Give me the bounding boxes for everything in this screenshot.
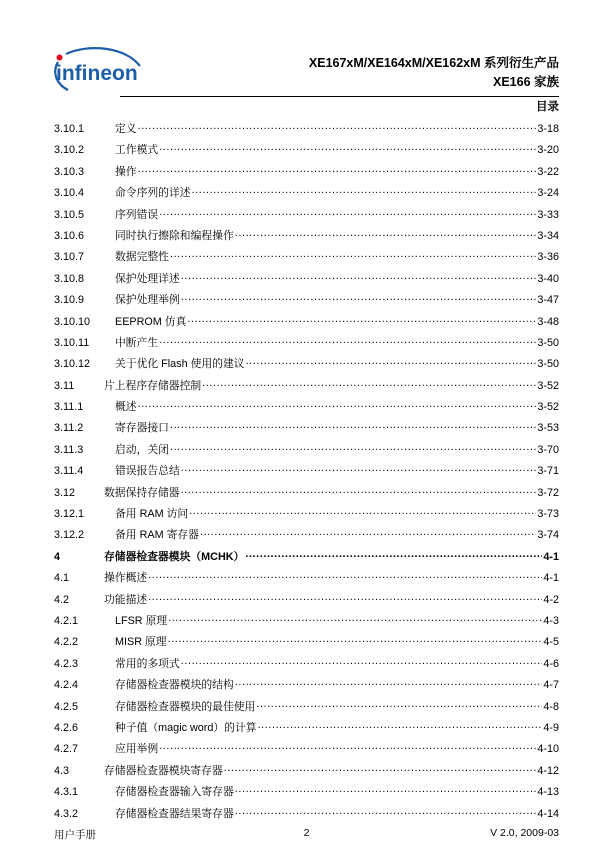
toc-entry[interactable] [54,355,559,376]
title-line-1: XE167xM/XE164xM/XE162xM 系列衍生产品 [308,56,559,70]
page-number: 2 [303,827,310,839]
toc-entry[interactable] [54,633,559,654]
toc-dot-leader [202,377,536,389]
toc-entry-number: 3.11 [54,379,75,392]
toc-entry-number: 3.12.1 [54,508,85,521]
toc-dot-leader [235,676,543,688]
toc-dot-leader [148,591,542,603]
toc-entry-page: 3-24 [537,187,559,200]
toc-dot-leader [159,740,536,752]
toc-entry-title: 功能描述 [104,593,148,606]
toc-entry-page: 4-14 [537,807,559,820]
toc-entry-number: 4.2.5 [54,700,79,713]
toc-entry-title: 存储器检查器模块的最佳使用 [115,700,256,713]
toc-entry-number: 4.3.1 [54,786,79,799]
toc-entry[interactable] [54,655,559,676]
toc-entry-page: 3-52 [537,379,559,392]
toc-entry-page: 4-9 [543,721,559,734]
toc-entry-page: 3-22 [537,165,559,178]
toc-entry[interactable] [54,184,559,205]
toc-entry-number: 4.2.6 [54,721,79,734]
table-of-contents [54,120,559,826]
toc-entry-title: 常用的多项式 [115,657,180,670]
toc-entry-title: 序列错误 [115,208,159,221]
toc-entry[interactable] [54,783,559,804]
toc-dot-leader [187,313,536,325]
toc-entry-page: 4-1 [543,572,559,585]
toc-dot-leader [148,569,542,581]
toc-entry-number: 3.10.7 [54,251,85,264]
toc-dot-leader [170,441,536,453]
toc-entry-number: 4.2.1 [54,614,79,627]
toc-entry-number: 3.10.11 [54,336,90,349]
toc-entry-page: 3-74 [537,529,559,542]
toc-entry-page: 4-13 [537,786,559,799]
toc-entry[interactable] [54,313,559,334]
toc-entry[interactable] [54,206,559,227]
toc-entry-number: 4 [54,550,61,563]
toc-entry-title: 关于优化 Flash 使用的建议 [115,358,245,371]
toc-entry-number: 3.11.1 [54,401,84,414]
toc-entry-title: 错误报告总结 [115,465,180,478]
toc-entry[interactable] [54,227,559,248]
footer-manual-label: 用户手册 [54,829,96,841]
toc-entry-number: 3.10.9 [54,294,85,307]
toc-entry[interactable] [54,377,559,398]
toc-entry-title: 启动，关闭 [115,443,169,456]
toc-entry-title: 操作概述 [104,572,148,585]
title-line-2: XE166 家族 [492,75,559,89]
toc-entry-number: 3.10.4 [54,187,85,200]
toc-entry-title: 存储器检查器输入寄存器 [115,786,234,799]
toc-dot-leader [235,227,537,239]
toc-dot-leader [181,655,543,667]
toc-entry[interactable] [54,805,559,826]
toc-entry-page: 3-71 [537,465,559,478]
toc-entry-title: 存储器检查器模块（MCHK） [104,550,245,563]
toc-entry-page: 4-1 [543,550,559,563]
toc-entry-number: 3.10.6 [54,229,85,242]
toc-entry-title: 存储器检查器结果寄存器 [115,807,234,820]
toc-entry-page: 3-72 [537,486,559,499]
toc-dot-leader [138,398,537,410]
toc-entry[interactable] [54,270,559,291]
toc-entry-title: MISR 原理 [115,636,167,649]
toc-entry-page: 3-53 [537,422,559,435]
toc-entry-number: 4.3 [54,764,70,777]
toc-entry-page: 3-52 [537,401,559,414]
toc-entry-number: 3.10.5 [54,208,85,221]
toc-entry-number: 3.10.1 [54,123,85,135]
toc-entry-number: 4.2.2 [54,636,79,649]
toc-entry-number: 3.12.2 [54,529,85,542]
toc-entry[interactable] [54,419,559,440]
toc-entry-number: 3.10.8 [54,272,85,285]
toc-entry-title: 存储器检查器模块寄存器 [104,764,223,777]
toc-entry[interactable] [54,141,559,162]
toc-dot-leader [235,783,537,795]
toc-dot-leader [245,548,542,560]
toc-entry-page: 3-50 [537,336,559,349]
toc-entry-page: 3-73 [537,508,559,521]
toc-entry[interactable] [54,163,559,184]
toc-entry[interactable] [54,591,559,612]
logo-text: infineon [56,62,138,85]
toc-entry[interactable] [54,505,559,526]
toc-entry-page: 4-8 [543,700,559,713]
toc-entry-number: 3.10.12 [54,358,91,371]
toc-entry-number: 4.2.3 [54,657,79,670]
toc-dot-leader [170,419,536,431]
toc-entry[interactable] [54,762,559,783]
footer-version: V 2.0, 2009-03 [490,827,559,839]
toc-dot-leader [181,291,537,303]
toc-dot-leader [159,206,536,218]
toc-entry-number: 3.10.3 [54,165,85,178]
toc-entry-number: 3.11.3 [54,443,84,456]
toc-dot-leader [181,462,537,474]
toc-entry-number: 4.3.2 [54,807,79,820]
toc-entry[interactable] [54,334,559,355]
toc-entry-title: 同时执行擦除和编程操作 [115,229,234,242]
toc-entry[interactable] [54,612,559,633]
toc-entry-page: 3-70 [537,443,559,456]
toc-entry-page: 3-33 [537,208,559,221]
toc-entry-number: 3.10.10 [54,315,91,328]
toc-entry-page: 3-48 [537,315,559,328]
section-title: 目录 [536,101,559,113]
toc-dot-leader [138,163,537,175]
toc-dot-leader [138,120,537,132]
toc-entry-page: 3-40 [537,272,559,285]
toc-entry-title: 操作 [115,165,137,178]
toc-entry-number: 3.12 [54,486,76,499]
toc-entry-title: 备用 RAM 访问 [115,508,189,521]
toc-entry[interactable] [54,248,559,269]
toc-dot-leader [170,248,536,260]
toc-entry-title: 保护处理举例 [115,294,180,307]
toc-entry-page: 3-50 [537,358,559,371]
toc-entry-page: 3-34 [537,229,559,242]
toc-dot-leader [159,334,536,346]
toc-entry[interactable] [54,291,559,312]
toc-entry-title: 种子值（magic word）的计算 [115,721,257,734]
toc-entry-page: 4-3 [543,614,559,627]
toc-entry[interactable] [54,740,559,761]
toc-dot-leader [200,526,536,538]
toc-entry-number: 3.10.2 [54,144,85,157]
toc-entry[interactable] [54,548,559,569]
toc-entry[interactable] [54,569,559,590]
toc-dot-leader [189,505,536,517]
toc-dot-leader [256,698,542,710]
toc-entry-page: 3-20 [537,144,559,157]
toc-dot-leader [168,612,542,624]
toc-entry[interactable] [54,676,559,697]
toc-entry-title: 数据保持存储器 [104,486,180,499]
toc-entry-page: 3-36 [537,251,559,264]
toc-entry-page: 3-47 [537,294,559,307]
toc-dot-leader [246,355,537,367]
toc-entry-title: 存储器检查器模块的结构 [115,679,234,692]
toc-entry[interactable] [54,719,559,740]
toc-entry[interactable] [54,526,559,547]
toc-entry-page: 4-5 [543,636,559,649]
toc-entry-page: 4-2 [543,593,559,606]
page-footer [54,827,559,842]
toc-dot-leader [192,184,537,196]
toc-entry[interactable] [54,462,559,483]
toc-entry-title: 定义 [115,123,137,135]
toc-entry-page: 3-18 [537,123,559,135]
toc-entry-number: 4.2.4 [54,679,79,692]
toc-entry-title: LFSR 原理 [115,614,168,627]
toc-dot-leader [258,719,543,731]
toc-entry-page: 4-6 [543,657,559,670]
toc-entry-title: 寄存器接口 [115,422,169,435]
toc-dot-leader [168,633,543,645]
toc-entry[interactable] [54,441,559,462]
logo-dot [57,55,63,61]
toc-entry-page: 4-10 [537,743,559,756]
toc-entry[interactable] [54,398,559,419]
toc-entry-number: 3.11.4 [54,465,84,478]
toc-entry-title: 中断产生 [115,336,159,349]
toc-dot-leader [181,270,537,282]
toc-entry[interactable] [54,698,559,719]
toc-entry-page: 4-12 [537,764,559,777]
toc-entry-title: 片上程序存储器控制 [104,379,202,392]
toc-dot-leader [235,805,537,817]
toc-entry-title: 备用 RAM 寄存器 [115,529,199,542]
toc-entry-title: 工作模式 [115,144,159,157]
toc-entry-number: 3.11.2 [54,422,84,435]
toc-dot-leader [181,484,537,496]
infineon-logo [48,44,144,100]
toc-dot-leader [224,762,537,774]
toc-entry-number: 4.2 [54,593,70,606]
toc-dot-leader [159,141,536,153]
toc-entry-number: 4.2.7 [54,743,79,756]
document-title [309,54,559,92]
toc-entry[interactable] [54,484,559,505]
toc-entry-title: 数据完整性 [115,251,169,264]
toc-entry-title: 概述 [115,401,137,414]
toc-entry[interactable] [54,120,559,141]
toc-entry-number: 4.1 [54,572,70,585]
toc-entry-title: EEPROM 仿真 [115,315,187,328]
toc-entry-title: 保护处理详述 [115,272,180,285]
toc-entry-title: 命令序列的详述 [115,187,191,200]
toc-entry-title: 应用举例 [115,743,159,756]
toc-entry-page: 4-7 [543,679,559,692]
header-divider [120,96,559,97]
